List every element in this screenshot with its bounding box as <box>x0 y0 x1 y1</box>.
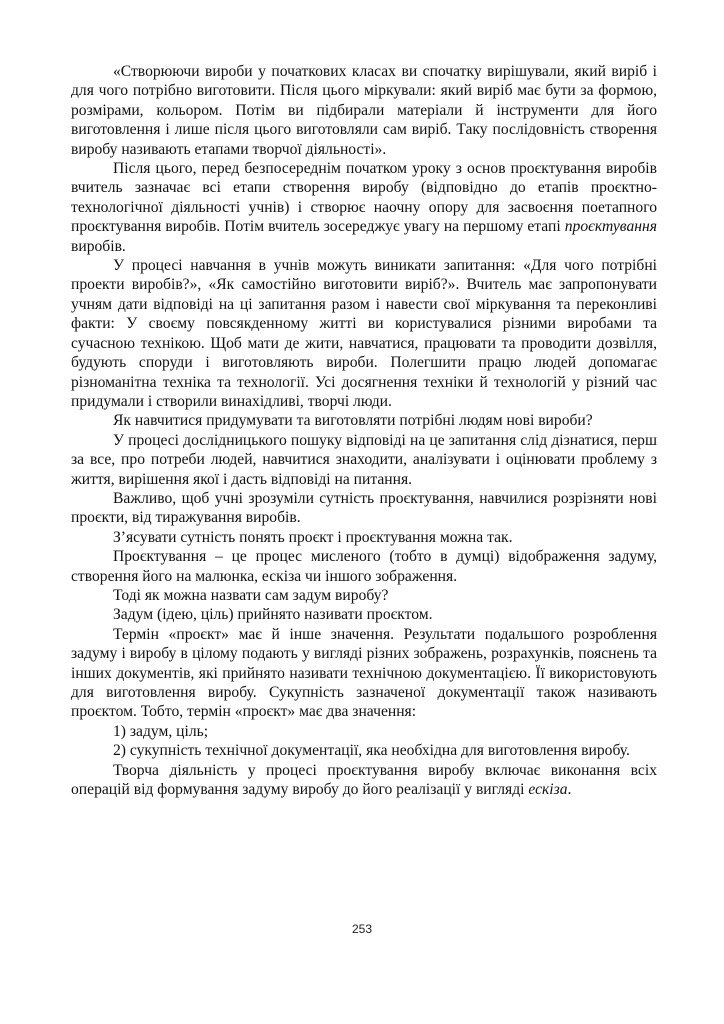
list-item: 2) сукупність технічної документації, яка необхідна для виготовлення виробу. <box>113 742 630 760</box>
paragraph: Після цього, перед безпосереднім початком уроку з основ проєктування виробів вчитель зазначає всі етапи створення виробу (відповідно до етапів проєктно-технологічної діяльності учнів) і створює наочну опору для засвоєння поетапного проєктування виробів. Потім вчитель зосереджує увагу на першому етапі проєктування виробів. <box>71 160 657 255</box>
paragraph: У процесі дослідницького пошуку відповіді на це запитання слід дізнатися, перш за все, про потреби людей, навчитися знаходити, аналізувати і оцінювати проблему з життя, вирішення якої і дасть відповіді на питання. <box>71 431 657 488</box>
paragraph: Задум (ідею, ціль) прийнято називати проєктом. <box>113 606 433 624</box>
page-number: 253 <box>351 922 373 936</box>
paragraph: Тоді як можна назвати сам задум виробу? <box>113 586 389 604</box>
emphasis: проєктування <box>564 218 657 236</box>
list-item: 1) задум, ціль; <box>113 722 209 740</box>
paragraph: Важливо, щоб учні зрозуміли сутність проєктування, навчилися розрізняти нові проєкти, від тиражування виробів. <box>71 489 657 527</box>
paragraph: У процесі навчання в учнів можуть виникати запитання: «Для чого потрібні проекти виробів?», «Як самостійно виготовити виріб?». Вчитель має запропонувати учням дати відповіді на ці запитання разом і навести свої міркування та переконливі факти: У своєму повсякденному житті ви користувалися різними виробами та сучасною технікою. Щоб мати де жити, навчатися, працювати та проводити дозвілля, будують споруди і виготовляють вироби. Полегшити працю людей допомагає різноманітна техніка та технології. Усі досягнення техніки й технологій у різний час придумали і створили винахідливі, творчі люди. <box>71 257 657 410</box>
document-body <box>71 62 657 799</box>
paragraph: З’ясувати сутність понять проєкт і проєктування можна так. <box>113 528 513 546</box>
paragraph: Термін «проєкт» має й інше значення. Результати подальшого розроблення задуму і виробу в цілому подають у вигляді різних зображень, розрахунків, пояснень та інших документів, які прийнято називати технічною документацією. Її використовують для виготовлення виробу. Сукупність зазначеної документації також називають проєктом. Тобто, термін «проєкт» має два значення: <box>71 625 657 721</box>
paragraph: Проєктування – це процес мисленого (тобто в думці) відображення задуму, створення його на малюнка, ескіза чи іншого зображення. <box>71 548 657 585</box>
paragraph: Творча діяльність у процесі проєктування виробу включає виконання всіх операцій від формування задуму виробу до його реалізації у вигляді ескіза. <box>71 761 657 799</box>
emphasis: ескіза <box>528 781 568 799</box>
paragraph: «Створюючи вироби у початкових класах ви спочатку вирішували, який виріб і для чого потрібно виготовити. Після цього міркували: який виріб має бути за формою, розмірами, кольором. Потім ви підбирали матеріали й інструменти для його виготовлення і лише після цього виготовляли сам виріб. Таку послідовність створення виробу називають етапами творчої діяльності». <box>71 63 657 158</box>
paragraph: Як навчитися придумувати та виготовляти потрібні людям нові вироби? <box>113 412 593 430</box>
